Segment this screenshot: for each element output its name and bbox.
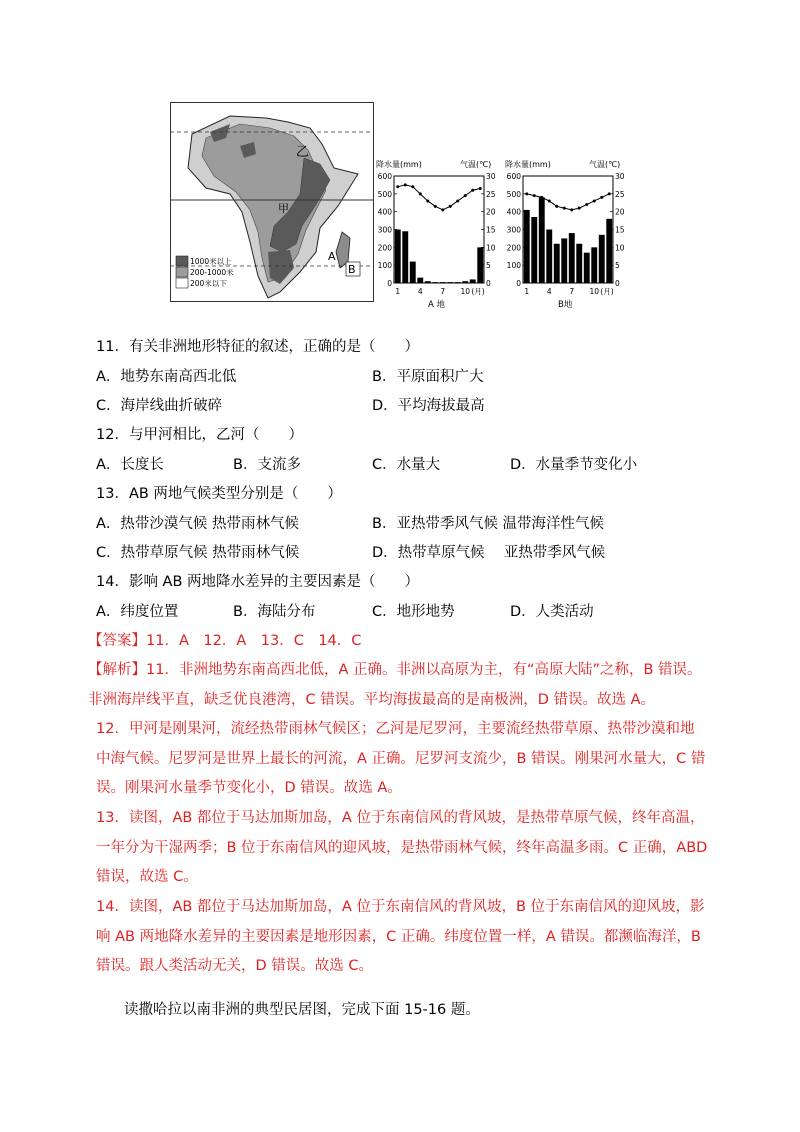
chart-b-x-tick-label: 7 [569, 287, 575, 296]
q12-option-c: C．水量大 [372, 457, 441, 473]
chart-b-left-tick-label: 100 [506, 261, 521, 271]
chart-a-right-tick-label: 20 [486, 207, 496, 217]
chart-b-left-tick-label: 400 [506, 207, 521, 217]
chart-a-left-tick-label: 200 [377, 243, 392, 253]
next-section-prompt: 读撒哈拉以南非洲的典型民居图，完成下面 15-16 题。 [124, 1002, 480, 1018]
map-legend [176, 256, 234, 288]
chart-a-precip-bar [410, 262, 416, 283]
legend-low: 200米以下 [190, 279, 227, 288]
chart-b-temperature-point [533, 194, 536, 197]
chart-b-temperature-point [608, 192, 611, 195]
q14-option-c: C．地形地势 [372, 604, 455, 620]
analysis-12: 12．甲河是刚果河，流经热带雨林气候区；乙河是尼罗河，主要流经热带草原、热带沙漠和地中海气候。尼罗河是世界上最长的河流，A 正确。尼罗河支流少，B 错误。刚果河水量大，C 错误。刚果河水量季节变化小，D 错误。故选 A。 [96, 721, 706, 796]
chart-b-left-tick-label: 0 [516, 279, 521, 288]
chart-a-left-tick-label: 400 [377, 207, 392, 217]
q14-option-b: B．海陆分布 [233, 604, 316, 620]
answer-text: 11．A 12．A 13．C 14．C [146, 633, 362, 649]
chart-b-precip-bar [554, 244, 560, 283]
chart-a-precip-bar [417, 278, 423, 283]
chart-a-precip-bar [455, 282, 461, 283]
chart-a-x-tick-label: 1 [395, 287, 401, 296]
chart-a-temperature-point [426, 199, 429, 202]
chart-a-temperature-line [398, 185, 481, 210]
chart-a-precip-bar [432, 282, 438, 283]
chart-a-x-tick-label: (月) [471, 287, 485, 296]
answer-line [88, 631, 361, 651]
map-label-b: B [348, 263, 356, 276]
chart-b-right-tick-label: 25 [615, 189, 625, 199]
chart-b-temperature-point [585, 203, 588, 206]
africa-relief-map [170, 102, 374, 302]
chart-b-temperature-point [555, 205, 558, 208]
q13-option-b: B．亚热带季风气候 温带海洋性气候 [372, 516, 605, 532]
analysis-14: 14．读图，AB 都位于马达加斯加岛，A 位于东南信风的背风坡，B 位于东南信风的迎风坡，影响 AB 两地降水差异的主要因素是地形因素，C 正确。纬度位置一样，A 错误。都濒临海洋，B 错误。跟人类活动无关，D 错误。故选 C。 [96, 899, 705, 974]
map-label-yi: 乙 [296, 145, 310, 160]
chart-a-right-tick-label: 25 [486, 189, 496, 199]
chart-a-temperature-point [419, 192, 422, 195]
chart-b-right-axis-label: 气温(℃) [589, 160, 621, 169]
chart-a-temperature-point [479, 187, 482, 190]
chart-a-left-tick-label: 600 [377, 172, 392, 181]
chart-b-x-tick-label: (月) [600, 287, 614, 296]
chart-b-temperature-point [548, 199, 551, 202]
q14-option-a: A．纬度位置 [96, 604, 179, 620]
q11-option-a: A．地势东南高西北低 [96, 369, 237, 385]
chart-a-right-tick-label: 30 [486, 172, 496, 181]
map-label-jia: 甲 [278, 202, 289, 215]
chart-b-precip-bar [584, 253, 590, 283]
chart-b-x-tick-label: 1 [524, 287, 530, 296]
chart-a-right-tick-label: 15 [486, 225, 496, 235]
chart-b-left-tick-label: 600 [506, 172, 521, 181]
chart-b-precip-bar [591, 247, 597, 283]
chart-a-temperature-point [441, 208, 444, 211]
chart-a-precip-bar [425, 281, 431, 283]
chart-a-precip-bar [395, 230, 401, 284]
chart-a-right-tick-label: 0 [486, 279, 491, 288]
analysis-label: 【解析】 [88, 662, 146, 678]
chart-a-precip-bar [447, 282, 453, 283]
analysis-13: 13．读图，AB 都位于马达加斯加岛，A 位于东南信风的背风坡，是热带草原气候，终年高温，一年分为干湿两季；B 位于东南信风的迎风坡，是热带雨林气候，终年高温多雨。C 正确，ABD 错误，故选 C。 [96, 810, 708, 885]
chart-a-x-tick-label: 4 [417, 287, 423, 296]
q12-option-d: D．水量季节变化小 [510, 457, 638, 473]
chart-b-temperature-point [593, 199, 596, 202]
legend-high: 1000米以上 [190, 257, 232, 266]
chart-b-temperature-point [540, 196, 543, 199]
chart-a-temperature-point [434, 205, 437, 208]
chart-a-left-tick-label: 500 [377, 189, 392, 199]
chart-a-precip-bar [470, 279, 476, 283]
q11-option-b: B．平原面积广大 [372, 369, 484, 385]
chart-a-left-tick-label: 0 [387, 279, 392, 288]
climate-chart-a [374, 156, 500, 312]
chart-a-x-tick-label: 10 [460, 287, 471, 296]
chart-b-precip-bar [576, 244, 582, 283]
chart-a-temperature-point [464, 194, 467, 197]
chart-b-temperature-point [600, 196, 603, 199]
chart-b-precip-bar [524, 210, 530, 283]
analysis-11-text: 11．非洲地势东南高西北低，A 正确。非洲以高原为主，有“高原大陆”之称，B 错误。非洲海岸线平直，缺乏优良港湾，C 错误。平均海拔最高的是南极洲，D 错误。故选 A。 [88, 662, 702, 708]
q11-option-c: C．海岸线曲折破碎 [96, 398, 223, 414]
chart-b-precip-bar [569, 233, 575, 283]
q13-option-d: D．热带草原气候 亚热带季风气候 [372, 545, 606, 561]
chart-a-right-tick-label: 5 [486, 261, 491, 271]
chart-a-left-axis-label: 降水量(mm) [376, 160, 422, 169]
chart-b-temperature-point [570, 208, 573, 211]
chart-a-precip-bar [462, 281, 468, 283]
chart-a-temperature-point [456, 199, 459, 202]
chart-a-right-tick-label: 10 [486, 243, 496, 253]
map-label-a: A [328, 250, 336, 263]
q14-stem: 14．影响 AB 两地降水差异的主要因素是（ ） [96, 574, 420, 590]
chart-b-precip-bar [599, 235, 605, 283]
q13-option-a: A．热带沙漠气候 热带雨林气候 [96, 516, 300, 532]
chart-b-precip-bar [539, 197, 545, 283]
chart-a-left-tick-label: 300 [377, 225, 392, 235]
q12-stem: 12．与甲河相比，乙河（ ） [96, 427, 303, 443]
chart-b-left-tick-label: 300 [506, 225, 521, 235]
q13-stem: 13．AB 两地气候类型分别是（ ） [96, 486, 342, 502]
chart-b-x-tick-label: 4 [546, 287, 552, 296]
chart-b-precip-bar [531, 217, 537, 283]
chart-b-x-tick-label: 10 [589, 287, 600, 296]
chart-b-temperature-point [563, 207, 566, 210]
analysis-11 [88, 656, 708, 715]
chart-b-left-tick-label: 200 [506, 243, 521, 253]
chart-b-precip-bar [561, 238, 567, 283]
climate-chart-b [502, 156, 630, 312]
chart-b-right-tick-label: 20 [615, 207, 625, 217]
q14-option-d: D．人类活动 [510, 604, 594, 620]
chart-b-temperature-point [525, 192, 528, 195]
chart-a-temperature-point [411, 185, 414, 188]
chart-a-left-tick-label: 100 [377, 261, 392, 271]
q12-option-a: A．长度长 [96, 457, 164, 473]
chart-b-caption: B地 [558, 300, 573, 310]
chart-a-x-tick-label: 7 [440, 287, 446, 296]
chart-a-right-axis-label: 气温(℃) [460, 160, 492, 169]
chart-a-temperature-point [449, 205, 452, 208]
chart-a-precip-bar [402, 231, 408, 283]
answer-label: 【答案】 [88, 633, 146, 649]
q13-option-c: C．热带草原气候 热带雨林气候 [96, 545, 300, 561]
chart-b-right-tick-label: 15 [615, 225, 625, 235]
chart-a-caption: A 地 [428, 300, 446, 310]
chart-b-temperature-point [578, 207, 581, 210]
chart-a-temperature-point [471, 189, 474, 192]
chart-b-left-tick-label: 500 [506, 189, 521, 199]
chart-a-temperature-point [404, 183, 407, 186]
chart-a-precip-bar [477, 247, 483, 283]
q12-option-b: B．支流多 [233, 457, 301, 473]
chart-b-right-tick-label: 10 [615, 243, 625, 253]
legend-mid: 200-1000米 [190, 268, 234, 277]
chart-b-right-tick-label: 30 [615, 172, 625, 181]
q11-option-d: D．平均海拔最高 [372, 398, 485, 414]
chart-b-left-axis-label: 降水量(mm) [505, 160, 551, 169]
q11-stem: 11．有关非洲地形特征的叙述，正确的是（ ） [96, 339, 419, 355]
chart-a-temperature-point [396, 185, 399, 188]
chart-b-right-tick-label: 5 [615, 261, 620, 271]
chart-b-precip-bar [606, 219, 612, 283]
chart-a-precip-bar [440, 282, 446, 283]
chart-b-right-tick-label: 0 [615, 279, 620, 288]
chart-b-precip-bar [546, 230, 552, 284]
